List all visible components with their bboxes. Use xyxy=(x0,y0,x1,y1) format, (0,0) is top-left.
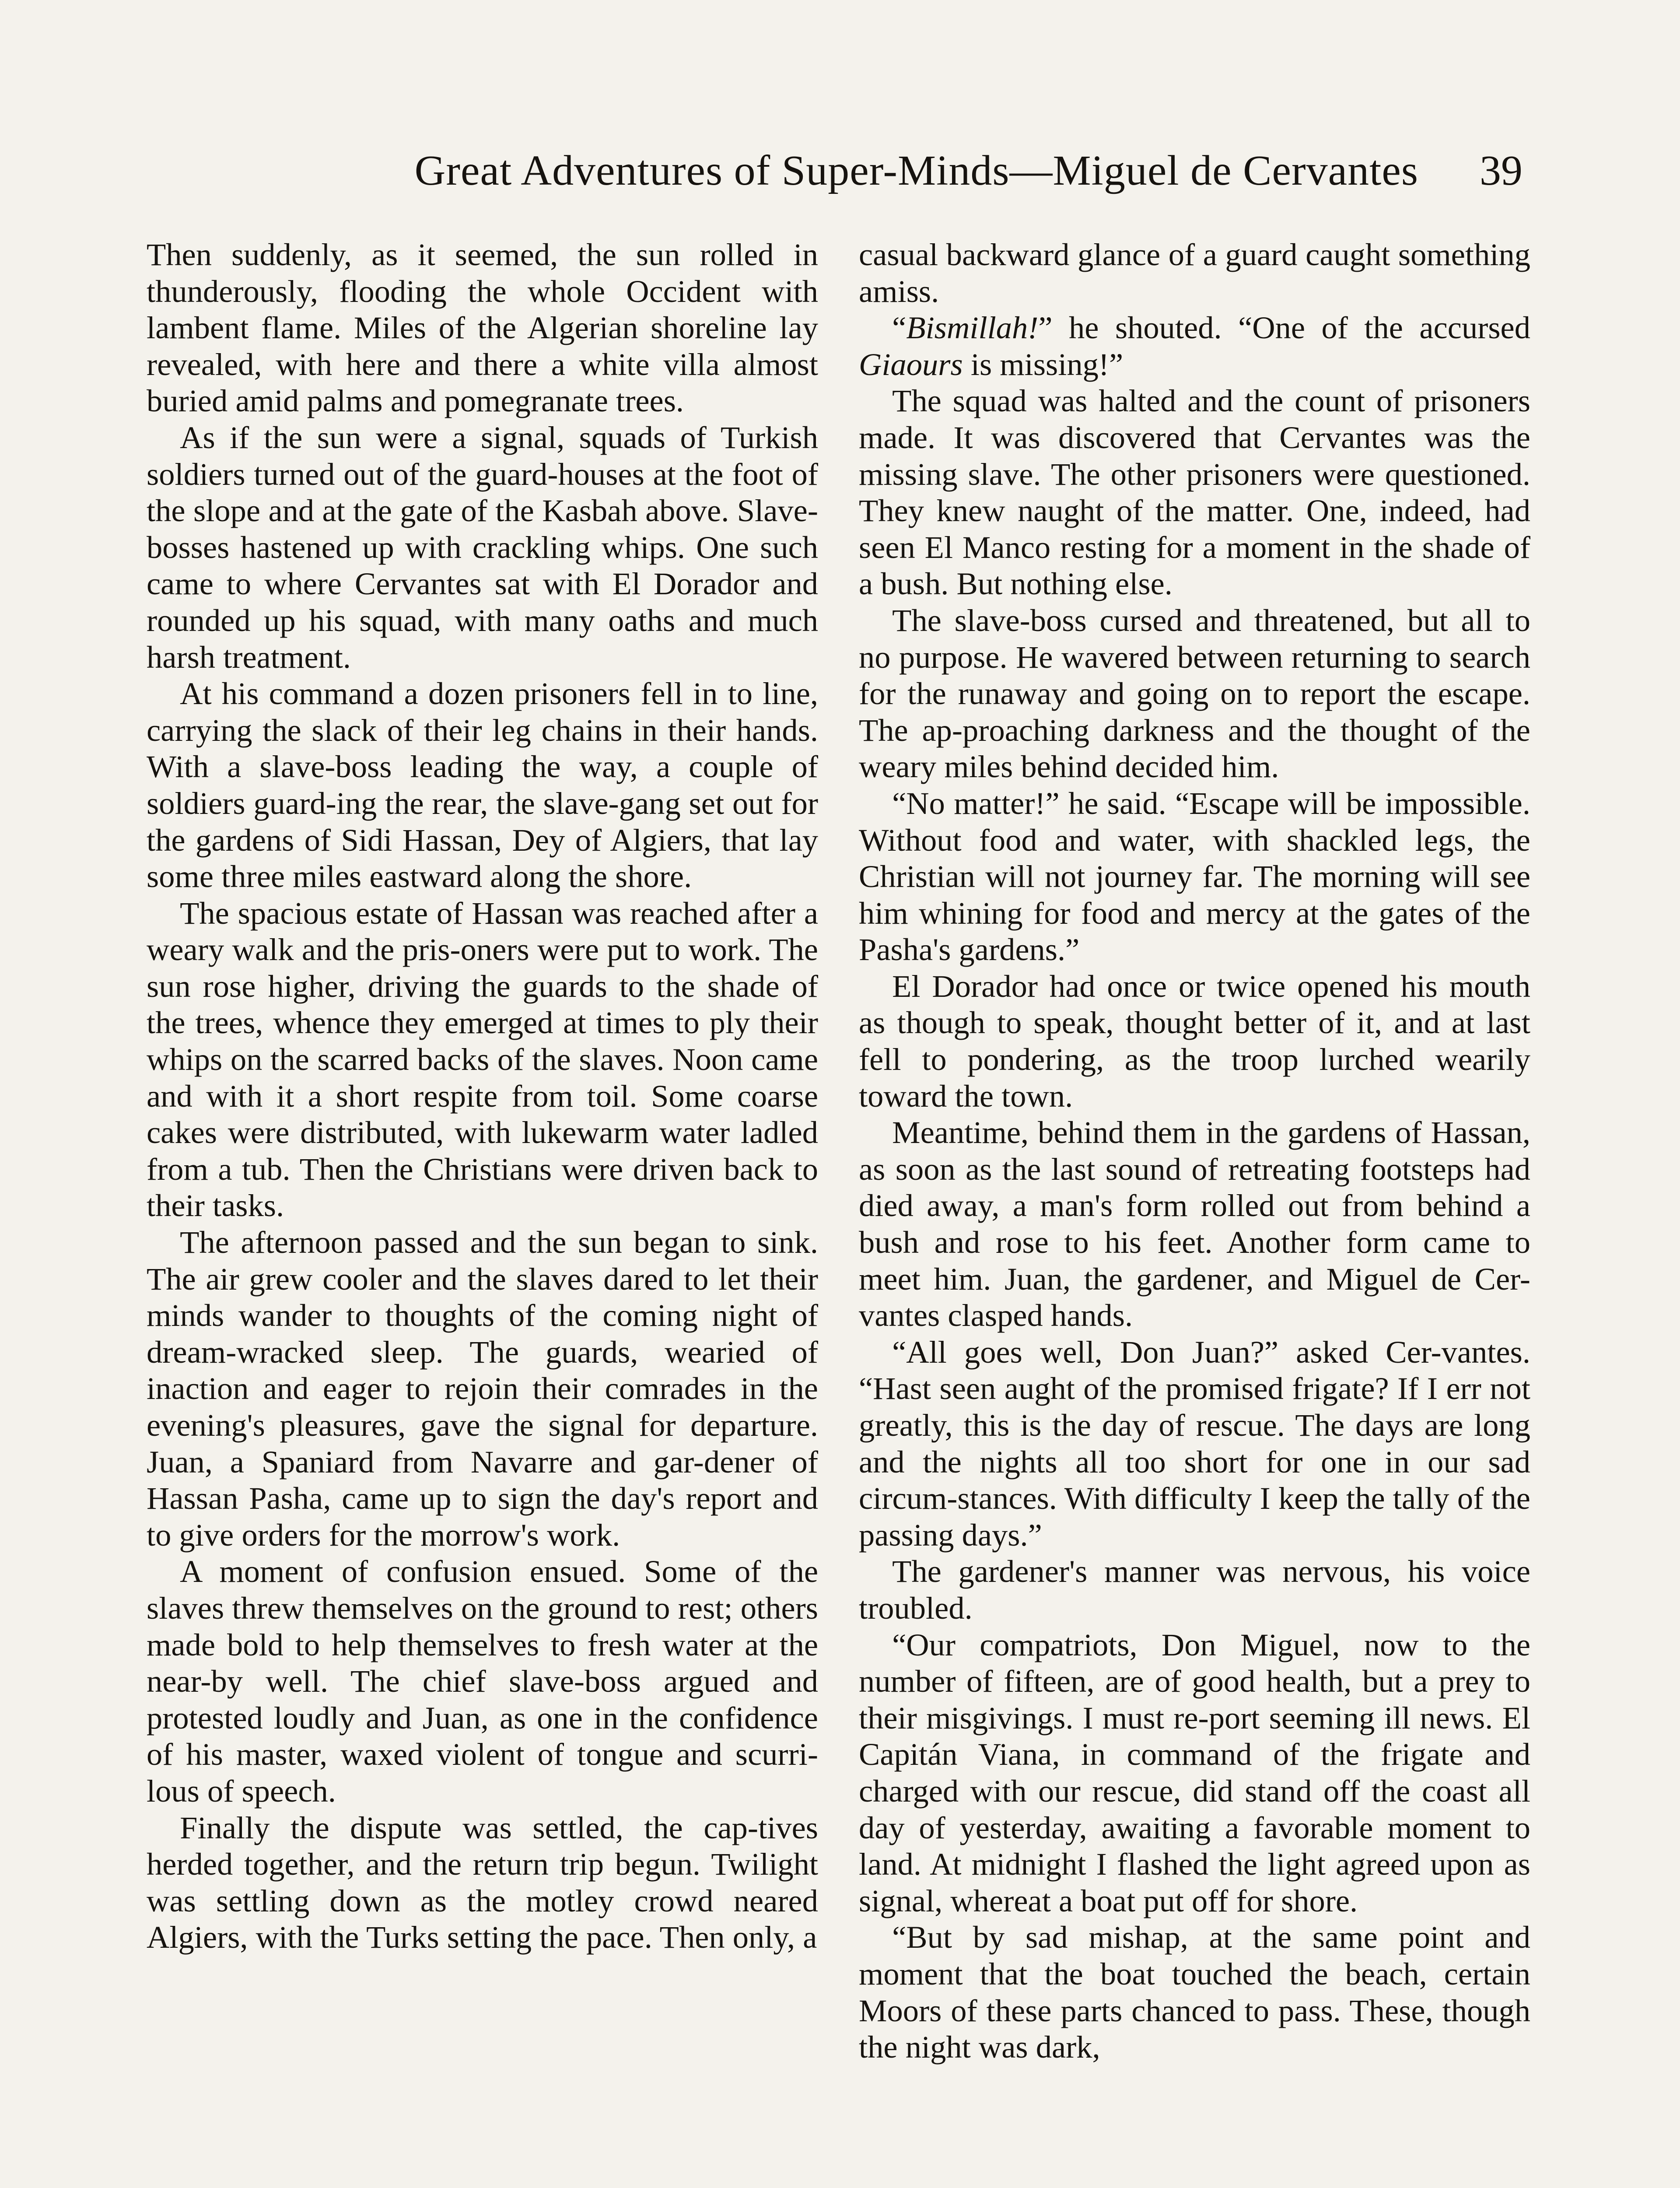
quote-open: “ xyxy=(892,310,906,346)
text-run: ” he shouted. “One of the accursed xyxy=(1038,310,1530,346)
paragraph: “But by sad mishap, at the same point and moment that the boat touched the beach, certain Moors of these parts chanced to pass. These, though the night was dark, xyxy=(859,1919,1530,2065)
paragraph: The gardener's manner was nervous, his voice troubled. xyxy=(859,1553,1530,1626)
left-column xyxy=(147,236,818,1956)
paragraph: El Dorador had once or twice opened his mouth as though to speak, thought better of it, and at last fell to pondering, as the troop lurched wearily toward the town. xyxy=(859,968,1530,1114)
paragraph: “No matter!” he said. “Escape will be impossible. Without food and water, with shackled legs, the Christian will not journey far. The morning will see him whining for food and mercy at the gates of the Pasha's gardens.” xyxy=(859,785,1530,968)
paragraph: Finally the dispute was settled, the cap-tives herded together, and the return trip begun. Twilight was settling down as the motley crowd neared Algiers, with the Turks setting the pace. Then only, a xyxy=(147,1809,818,1955)
running-title: Great Adventures of Super-Minds—Miguel de Cervantes xyxy=(414,147,1418,194)
right-column xyxy=(859,236,1530,2065)
paragraph xyxy=(859,309,1530,382)
paragraph: “Our compatriots, Don Miguel, now to the number of fifteen, are of good health, but a prey to their misgivings. I must re-port seeming ill news. El Capitán Viana, in command of the frigate and charged with our rescue, did stand off the coast all day of yesterday, awaiting a favorable moment to land. At midnight I flashed the light agreed upon as signal, whereat a boat put off for shore. xyxy=(859,1627,1530,1918)
italic-term: Giaours xyxy=(859,346,963,382)
paragraph: As if the sun were a signal, squads of Turkish soldiers turned out of the guard-houses at the foot of the slope and at the gate of the Kasbah above. Slave-bosses hastened up with crackling whips. One such came to where Cervantes sat with El Dorador and rounded up his squad, with many oaths and much harsh treatment. xyxy=(147,419,818,675)
page-number: 39 xyxy=(1480,147,1522,194)
paragraph: The afternoon passed and the sun began to sink. The air grew cooler and the slaves dared to let their minds wander to thoughts of the coming night of dream-wracked sleep. The guards, wearied of inaction and eager to rejoin their comrades in the evening's pleasures, gave the signal for departure. Juan, a Spaniard from Navarre and gar-dener of Hassan Pasha, came up to sign the day's report and to give orders for the morrow's work. xyxy=(147,1224,818,1553)
italic-exclamation: Bismillah! xyxy=(906,310,1039,346)
text-run: is missing!” xyxy=(962,346,1124,382)
paragraph: Then suddenly, as it seemed, the sun rolled in thunderously, flooding the whole Occident with lambent flame. Miles of the Algerian shoreline lay revealed, with here and there a white villa almost buried amid palms and pomegranate trees. xyxy=(147,237,818,419)
paragraph: The spacious estate of Hassan was reached after a weary walk and the pris-oners were put to work. The sun rose higher, driving the guards to the shade of the trees, whence they emerged at times to ply their whips on the scarred backs of the slaves. Noon came and with it a short respite from toil. Some coarse cakes were distributed, with lukewarm water ladled from a tub. Then the Christians were driven back to their tasks. xyxy=(147,895,818,1224)
paragraph: The slave-boss cursed and threatened, but all to no purpose. He wavered between returning to search for the runaway and going on to report the escape. The ap-proaching darkness and the thought of the weary miles behind decided him. xyxy=(859,602,1530,785)
paragraph: “All goes well, Don Juan?” asked Cer-vantes. “Hast seen aught of the promised frigate? If I err not greatly, this is the day of rescue. The days are long and the nights all too short for one in our sad circum-stances. With difficulty I keep the tally of the passing days.” xyxy=(859,1334,1530,1553)
paragraph: At his command a dozen prisoners fell in to line, carrying the slack of their leg chains in their hands. With a slave-boss leading the way, a couple of soldiers guard-ing the rear, the slave-gang set out for the gardens of Sidi Hassan, Dey of Algiers, that lay some three miles eastward along the shore. xyxy=(147,676,818,894)
paragraph: Meantime, behind them in the gardens of Hassan, as soon as the last sound of retreating footsteps had died away, a man's form rolled out from behind a bush and rose to his feet. Another form came to meet him. Juan, the gardener, and Miguel de Cer-vantes clasped hands. xyxy=(859,1115,1530,1333)
paragraph: The squad was halted and the count of prisoners made. It was discovered that Cervantes was the missing slave. The other prisoners were questioned. They knew naught of the matter. One, indeed, had seen El Manco resting for a moment in the shade of a bush. But nothing else. xyxy=(859,383,1530,602)
paragraph: A moment of confusion ensued. Some of the slaves threw themselves on the ground to rest; others made bold to help themselves to fresh water at the near-by well. The chief slave-boss argued and protested loudly and Juan, as one in the confidence of his master, waxed violent of tongue and scurri-lous of speech. xyxy=(147,1553,818,1809)
paragraph: casual backward glance of a guard caught something amiss. xyxy=(859,237,1530,309)
